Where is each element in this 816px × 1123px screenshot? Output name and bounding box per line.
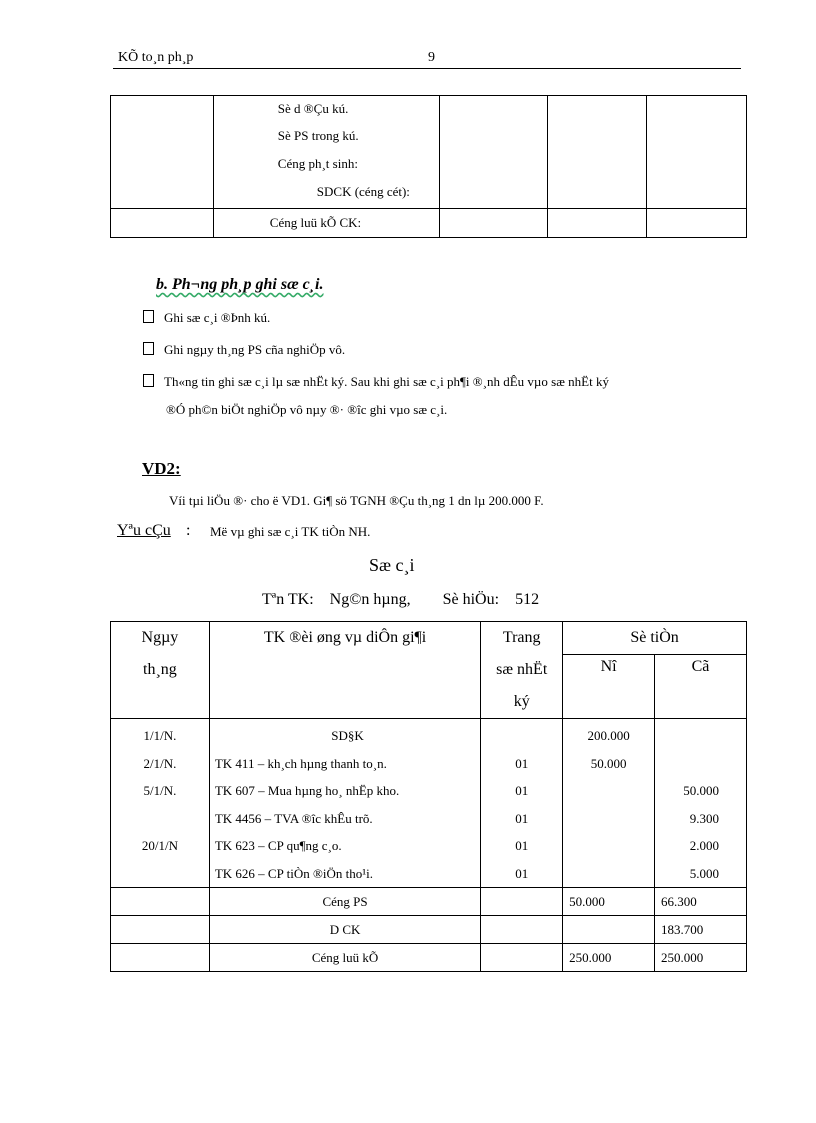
page-cell: 01 (515, 810, 529, 826)
dck-date (111, 916, 210, 944)
header-rule (113, 68, 741, 69)
dck-page (481, 916, 563, 944)
summary-cell (111, 96, 214, 209)
bullet-item (143, 342, 345, 358)
credit-cell: 9.300 (689, 810, 719, 826)
cumulative-debit: 250.000 (563, 944, 655, 972)
total-ps-label: Céng PS (209, 888, 480, 916)
header-date-line: Ngµy (141, 629, 179, 646)
debit-cell (563, 860, 654, 888)
account-line (262, 591, 539, 609)
bullet-item (143, 310, 270, 326)
desc-cell: TK 626 – CP tiÒn ®iÖn tho¹i. (214, 865, 373, 881)
page-cell: 01 (515, 755, 529, 771)
summary-cell (111, 209, 214, 238)
summary-line: Céng ph¸t sinh: (277, 156, 358, 171)
summary-line: SDCK (céng cét): (316, 184, 410, 199)
summary-lines-cell (213, 96, 439, 209)
credit-cell: 2.000 (689, 838, 719, 853)
header-page (481, 622, 563, 719)
header-counter (209, 622, 480, 719)
total-ps-date (111, 888, 210, 916)
credit-cell: 5.000 (689, 865, 719, 881)
dck-label: D CK (209, 916, 480, 944)
summary-cell (439, 96, 548, 209)
desc-cell: TK 411 – kh¸ch hµng thanh to¸n. (214, 755, 387, 771)
summary-table (110, 95, 747, 238)
page-cell: 01 (515, 783, 529, 798)
page-cell: 01 (515, 865, 529, 881)
cumulative-page (481, 944, 563, 972)
desc-cell: SD§K (331, 728, 364, 743)
debit-cell (563, 832, 654, 860)
header-counter-text: TK ®èi øng vµ diÔn gi¶i (263, 629, 427, 646)
date-cell: 1/1/N. (143, 728, 177, 743)
debit-cell: 200.000 (587, 728, 630, 743)
total-ps-credit: 66.300 (655, 888, 747, 916)
header-date-line: th¸ng (143, 661, 177, 678)
header-debit: Nî (563, 655, 655, 719)
page-number: 9 (428, 50, 435, 65)
requirement-label: Yªu cÇu (117, 522, 171, 539)
summary-total-row (111, 209, 747, 238)
desc-cell: TK 4456 – TVA ®îc khÊu trõ. (214, 810, 373, 826)
summary-cell (647, 96, 747, 209)
checkbox-icon (143, 374, 154, 387)
summary-main-row (111, 96, 747, 209)
debit-cell: 50.000 (590, 755, 627, 771)
account-no: 512 (515, 591, 540, 608)
ledger-header-row (111, 622, 747, 655)
total-ps-page (481, 888, 563, 916)
body-descs (209, 719, 480, 888)
date-cell: 20/1/N (141, 838, 178, 853)
body-dates (111, 719, 210, 888)
bullet-text: Th«ng tin ghi sæ c¸i lµ sæ nhËt ký. Sau khi ghi sæ c¸i ph¶i ®¸nh dÊu vµo sæ nhËt ký (164, 374, 609, 389)
date-cell (111, 860, 209, 888)
summary-cell (439, 209, 548, 238)
bullet-continuation: ®Ó ph©n biÖt nghiÖp vô nµy ®· ®îc ghi vµo sæ c¸i. (166, 402, 448, 417)
account-name: Ng©n hµng, (329, 591, 411, 608)
requirement-colon: : (186, 522, 191, 539)
account-name-label: Tªn TK: (262, 591, 314, 608)
summary-cell (647, 209, 747, 238)
page-cell (481, 722, 562, 750)
body-debits (563, 719, 655, 888)
dck-credit: 183.700 (655, 916, 747, 944)
header-page-line: Trang (502, 629, 541, 646)
ledger-body-row (111, 719, 747, 888)
debit-cell (563, 805, 654, 833)
credit-cell (655, 750, 719, 778)
header-amount: Sè tiÒn (563, 622, 747, 655)
date-cell (111, 805, 209, 833)
debit-cell (563, 777, 654, 805)
cumulative-date (111, 944, 210, 972)
desc-cell: TK 607 – Mua hµng ho¸ nhËp kho. (214, 783, 400, 798)
section-b-title: b. Ph¬ng ph¸p ghi sæ c¸i. (156, 276, 324, 293)
header-title: KÕ to¸n ph¸p (118, 50, 194, 65)
requirement-text: Më vµ ghi sæ c¸i TK tiÒn NH. (210, 524, 371, 539)
summary-line: Sè PS trong kú. (277, 128, 359, 143)
body-credits (655, 719, 747, 888)
ledger-title: Sæ c¸i (369, 555, 415, 575)
header-credit: Cã (655, 655, 747, 719)
summary-cell (548, 209, 647, 238)
body-pages (481, 719, 563, 888)
cumulative-label: Céng luü kÕ (209, 944, 480, 972)
total-ps-debit: 50.000 (563, 888, 655, 916)
example-paragraph: Víi tµi liÖu ®· cho ë VD1. Gi¶ sö TGNH ®Çu th¸ng 1 dn lµ 200.000 F. (169, 493, 544, 508)
example-heading: VD2: (142, 459, 181, 478)
ledger-table (110, 621, 747, 972)
dck-row (111, 916, 747, 944)
bullet-text: Ghi ngµy th¸ng PS cña nghiÖp vô. (164, 342, 346, 357)
account-no-label: Sè hiÖu: (442, 591, 500, 608)
bullet-text: Ghi sæ c¸i ®Þnh kú. (164, 310, 271, 325)
header-date (111, 622, 210, 719)
date-cell: 2/1/N. (143, 755, 177, 771)
header-page-line: sæ nhËt (496, 661, 548, 678)
summary-total-label: Céng luü kÕ CK: (213, 209, 439, 238)
header-page-line: ký (513, 693, 530, 710)
credit-cell: 50.000 (683, 783, 719, 798)
checkbox-icon (143, 342, 154, 355)
summary-line: Sè d ®Çu kú. (277, 101, 349, 116)
page-cell: 01 (515, 838, 529, 853)
cumulative-credit: 250.000 (655, 944, 747, 972)
total-ps-row (111, 888, 747, 916)
cumulative-row (111, 944, 747, 972)
bullet-item (143, 374, 609, 390)
summary-cell (548, 96, 647, 209)
credit-cell (655, 722, 719, 750)
date-cell: 5/1/N. (143, 783, 177, 798)
dck-debit (563, 916, 655, 944)
checkbox-icon (143, 310, 154, 323)
desc-cell: TK 623 – CP qu¶ng c¸o. (214, 838, 342, 853)
